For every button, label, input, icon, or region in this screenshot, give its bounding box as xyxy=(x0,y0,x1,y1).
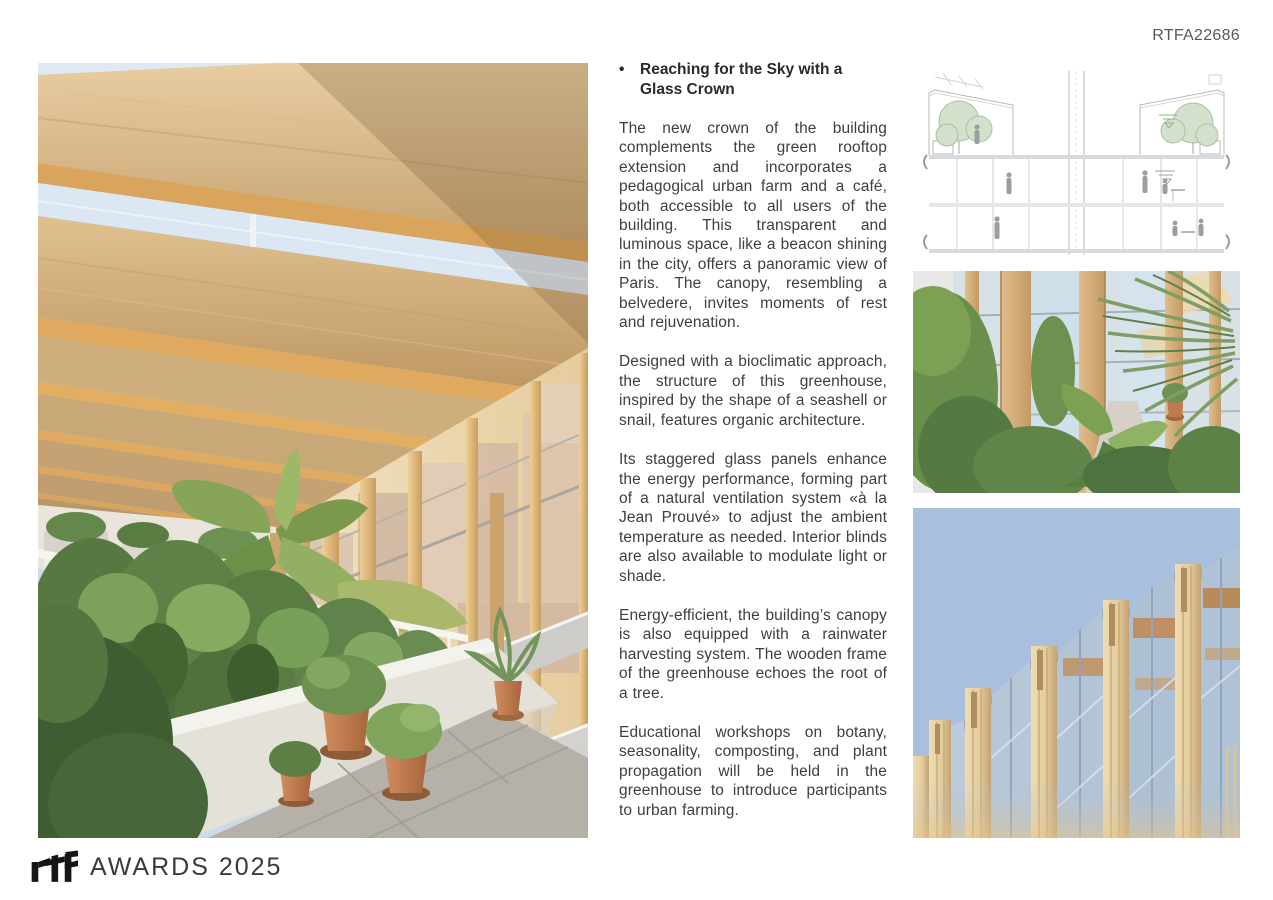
rtf-logo xyxy=(30,847,78,887)
paragraph-energy: Energy-efficient, the building’s canopy is also equipped with a rainwater harvesting system. The wooden frame of the greenhouse echoes the root of a tree. xyxy=(619,606,887,702)
awards-label: AWARDS 2025 xyxy=(90,852,283,881)
greenhouse-interior-illustration xyxy=(913,271,1240,493)
rooftop-greenhouse-illustration xyxy=(38,63,588,838)
article-heading-row xyxy=(619,60,887,99)
glass-facade-illustration xyxy=(913,508,1240,838)
bullet-marker: • xyxy=(619,61,625,78)
section-drawing xyxy=(913,63,1240,255)
paragraph-crown: The new crown of the building complements the green rooftop extension and incorporates a pedagogical urban farm and a café, both accessible to all users of the building. This transparent and luminous space, like a beacon shining in the city, offers a panoramic view of Paris. The canopy, resembling a belvedere, invites moments of rest and rejuvenation. xyxy=(619,120,887,332)
glass-facade-photo xyxy=(913,508,1240,838)
article-heading: Reaching for the Sky with a Glass Crown xyxy=(640,61,843,98)
paragraph-workshops: Educational workshops on botany, seasonality, composting, and plant propagation will be held in the greenhouse to introduce participants to urban farming. xyxy=(619,723,887,819)
doc-id: RTFA22686 xyxy=(1152,27,1240,44)
article-text-column xyxy=(619,60,887,840)
main-photo-rooftop-greenhouse xyxy=(38,63,588,838)
paragraph-bioclimatic: Designed with a bioclimatic approach, the structure of this greenhouse, inspired by the shape of a seashell or snail, features organic architecture. xyxy=(619,353,887,429)
paragraph-glass-panels: Its staggered glass panels enhance the energy performance, forming part of a natural ventilation system «à la Jean Prouvé» to adjust the ambient temperature as needed. Interior blinds are also available to modulate light or shade. xyxy=(619,451,887,585)
greenhouse-interior-photo xyxy=(913,271,1240,493)
building-section-illustration xyxy=(913,63,1240,255)
footer xyxy=(30,847,282,887)
